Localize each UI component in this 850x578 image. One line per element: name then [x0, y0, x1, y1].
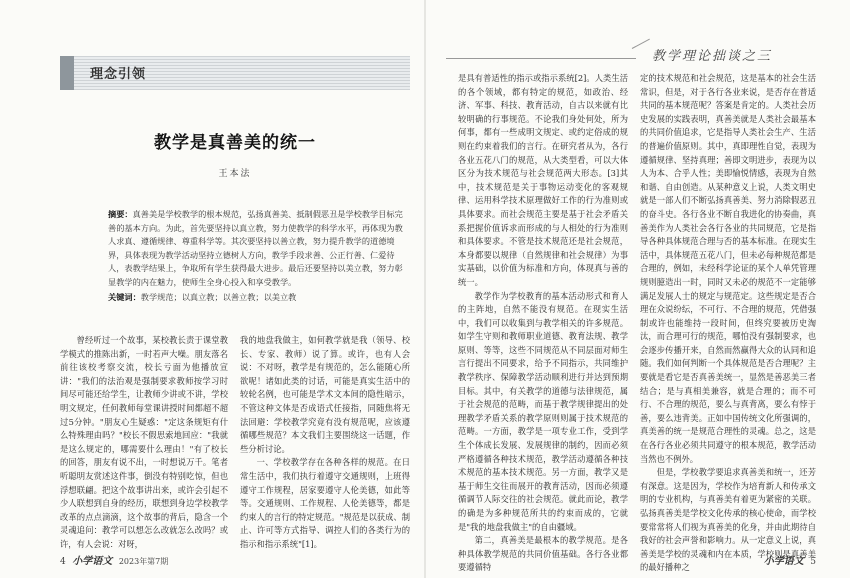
paragraph: 是具有普适性的指示或指示系统[2]。人类生活的各个领域，都有特定的规范，如政治、经济、军事、科技、教育活动，自古以来就有比较明确的行事规范。不论我们身处何处，所为何事，都有一些成明文规定、或约定俗成的规则在约束着我们的言行。在研究者从为，各行各业五花八门的规范，从大类型看，可以大体区分为技术规范与社会规范两大形态。[3]其中，技术规范是关于事物运动变化的客观规律、运用科学技术原理做好工作的行为准则或具体要求。而社会规范主要是基于社会矛盾关系把握价值诉求而形成的与人相处的行为准则和具体要求。不管是技术规范还是社会规范，本身都要以规律（自然规律和社会规律）为事实基础，以价值为标准和方向，体现真与善的统一。	[458, 73, 628, 287]
paragraph: 教学作为学校教育的基本活动形式和育人的主阵地，自然不能没有规范。在现实生活中，我们可以收集到与教学相关的许多规范。如学生守则和教师职业道德、教育法规、教学原则、等等，这些不同规范从不同层面对师生言行提出不同要求，给予不同指示，共同维护教学秩序、保障教学活动顺利进行并达到预期目标。其中，有关教学的道德与法律规范，属于社会规范的范畴，而基于教学规律提出的处理教学矛盾关系的教学原则则属于技术规范的范畴。一方面，教学是一项专业工作，受到学生个体成长发展、发展规律的制约，因而必须严格遵循各种技术规范，教学活动遵循各种技术规范的基本技术规范。另一方面，教学又是基于师生交往而展开的教育活动，因而必须遵循调节人际交往的社会规范。就此而论，教学的确是为多种规范所共的约束而成的，它就是"我的地盘我做主"的自由疆域。	[458, 290, 628, 532]
section-band-accent	[60, 56, 74, 90]
page-number: 5	[810, 557, 816, 567]
right-footer	[596, 552, 816, 567]
page-number: 4	[60, 557, 66, 567]
header-rule	[446, 58, 636, 59]
right-page	[426, 0, 850, 578]
abstract-label: 摘要：	[108, 209, 133, 219]
paragraph: 但是，学校教学要追求真善美和统一，还芳有深意。这是因为，学校作为培育新人和传承文明的专业机构，与真善美有着更为紧密的关联。弘扬真善美是学校文化传承的核心使命，而学校要常常将人们视为真善美的化身，并由此期待自我好的社会声誉和影响力。从一定意义上说，真善美是学校的灵魂和内在本质，学校则是真善美的最好播种之	[640, 467, 816, 573]
body-column-3	[458, 72, 628, 573]
left-page	[0, 0, 424, 578]
section-label: 理念引领	[90, 67, 147, 82]
series-title: 教学理论拙谈之三	[652, 49, 773, 64]
paragraph: 我的地盘我做主，如何教学就是我（领导、校长、专家、教师）说了算。或许，也有人会说：不对呀，教学是有规范的，怎么能随心所欲呢！诸如此类的讨话，可能是真实生活中的较轮名例，也可能是学术文本间的隐性暗示，不管这种文体是否成语式任接指，同随焦将无法回避：学校教学究竟有没有规范呢，应该遵循哪些规范？本文我们主要围绕这一话题，作些分析讨论。	[240, 335, 410, 454]
magazine-name: 小学语文	[72, 556, 113, 567]
body-column-2	[240, 334, 410, 549]
paragraph: 曾经听过一个故事，某校教长责于课堂教学模式的推陈出新，一时若声大噪。朋友落名前往该校考察交流，校长亏面为他播放宣讲："我们的法治观是强制要求教师按学习时间尽可能还给学生，让教师少讲或不讲，学校明文规定，任何教师每堂课讲授时间都超不超过5分钟。"朋友心生疑惑："定这条规矩有什么特殊理由吗？"校长不假思索地回应："我就是这么规定的，哪需要什么理由！"有了校长的回答，朋友有说不出，一时想说万千。笔者听聪明友赏述这件事，倒没有特别吃惊，但也浮想联翩。把这个故事讲出来，或许会引起不少人联想到自身的经历，联想到身边学校教学改革的点点滴滴，这个故事的背后，隐含一个灵魂追问：教学可以想怎么改就怎么改吗？或许，有人会说：对呀，	[60, 335, 228, 549]
keywords-label: 关键词：	[108, 292, 141, 302]
issue-label: 2023年第7期	[118, 557, 169, 566]
header-rule-slash	[632, 39, 650, 49]
paragraph: 一、学校教学存在各种各样的规范。在日常生活中，我们执行着遵守交通规则，上班得遵守工作规程，居家要遵守人伦美德，如此等等。交通规则、工作规程、人伦美德等，都是约束人的言行的特定规范。"规范是以获成、制止、许可等方式指导、调控人们的各类行为的指示和指示系统"[1]。	[240, 457, 410, 549]
abstract	[108, 208, 408, 289]
article-title: 教学是真善美的统一	[154, 133, 316, 153]
paragraph: 第二，真善美是最根本的教学规范。是各种具体教学规范的共同价值基础。各行各业都要遵循特	[458, 535, 628, 573]
magazine-name: 小学语文	[763, 556, 804, 567]
body-column-1	[60, 334, 228, 549]
keywords-text: 教学规范；以真立教；以善立教；以美立教	[140, 292, 297, 302]
abstract-text: 真善美是学校教学的根本规范，弘扬真善美、抵制假恶丑是学校教学目标完善的基本方向。为此，首先要坚持以真立教，努力使教学的科学水平，再体现为教人求真、遵循规律、尊重科学等。其次要坚持以善立教，努力提升教学的道德境界，具体表现为教学活动坚持立德树人方向，教学手段求善、公正行善、仁爱待人，表教学结果上，争取所有学生获得最大进步。最后还要坚持以美立教，努力彰显教学的内在魅力，使师生全身心投入和享受教学。	[108, 209, 403, 287]
keywords	[108, 292, 408, 303]
paragraph: 定的技术规范和社会规范，这是基本的社会生活常识，但是，对于各行各业来说，是否存在普适共同的基本规范呢？答案是肯定的。人类社会历史发展的实践表明，真善美就是人类社会最基本的共同价值追求，它是指导人类社会生产、生活的普遍价值原则。其中，真即理性自觉，表现为遵循规律、坚持真理；善即文明进步，表现为以人为本、合乎人性；美即愉悦情感，表现为自然和谐、自由创造。从某种意义上说，人类文明史就是一部人们不断弘扬真善美、努力消除假恶丑的奋斗史。各行各业不断自我进化的协奏曲，真善美作为人类社会各行各业的共同规范，它是指导各种具体规范合理与否的基本标准。在现实生活中，具体规范五花八门，但未必每种规范都是合理的，例如，未经科学论证的某个人单凭管理规则臆造出一时，同时又未必的规范不一定能够满足发展人士的规定与规范定。这些规定是否合理在众说纷纭，不可行、不合理的规范，凭借强制或许也能维持一段时间，但终究要被历史淘汰，而合理可行的规范，哪怕没有强制要求，也会逐步传播开来，自然而然赢得大众的认同和追随。我们如何判断一个具体规范是否合理呢？主要就是看它是否真善美统一，显然是善恶美三者结合；是与真相美兼容，就是合理的；而不可行、不合理的规范，要么与真背离，要么有悖于善，要么违背美。正如中国传统文化所强调的，真美善的统一是规范合理性的灵魂。总之，这是在各行各业必须共同遵守的根本规范，教学活动当然也不例外。	[640, 73, 816, 464]
article-author: 王本法	[218, 169, 252, 179]
left-footer	[60, 552, 280, 567]
